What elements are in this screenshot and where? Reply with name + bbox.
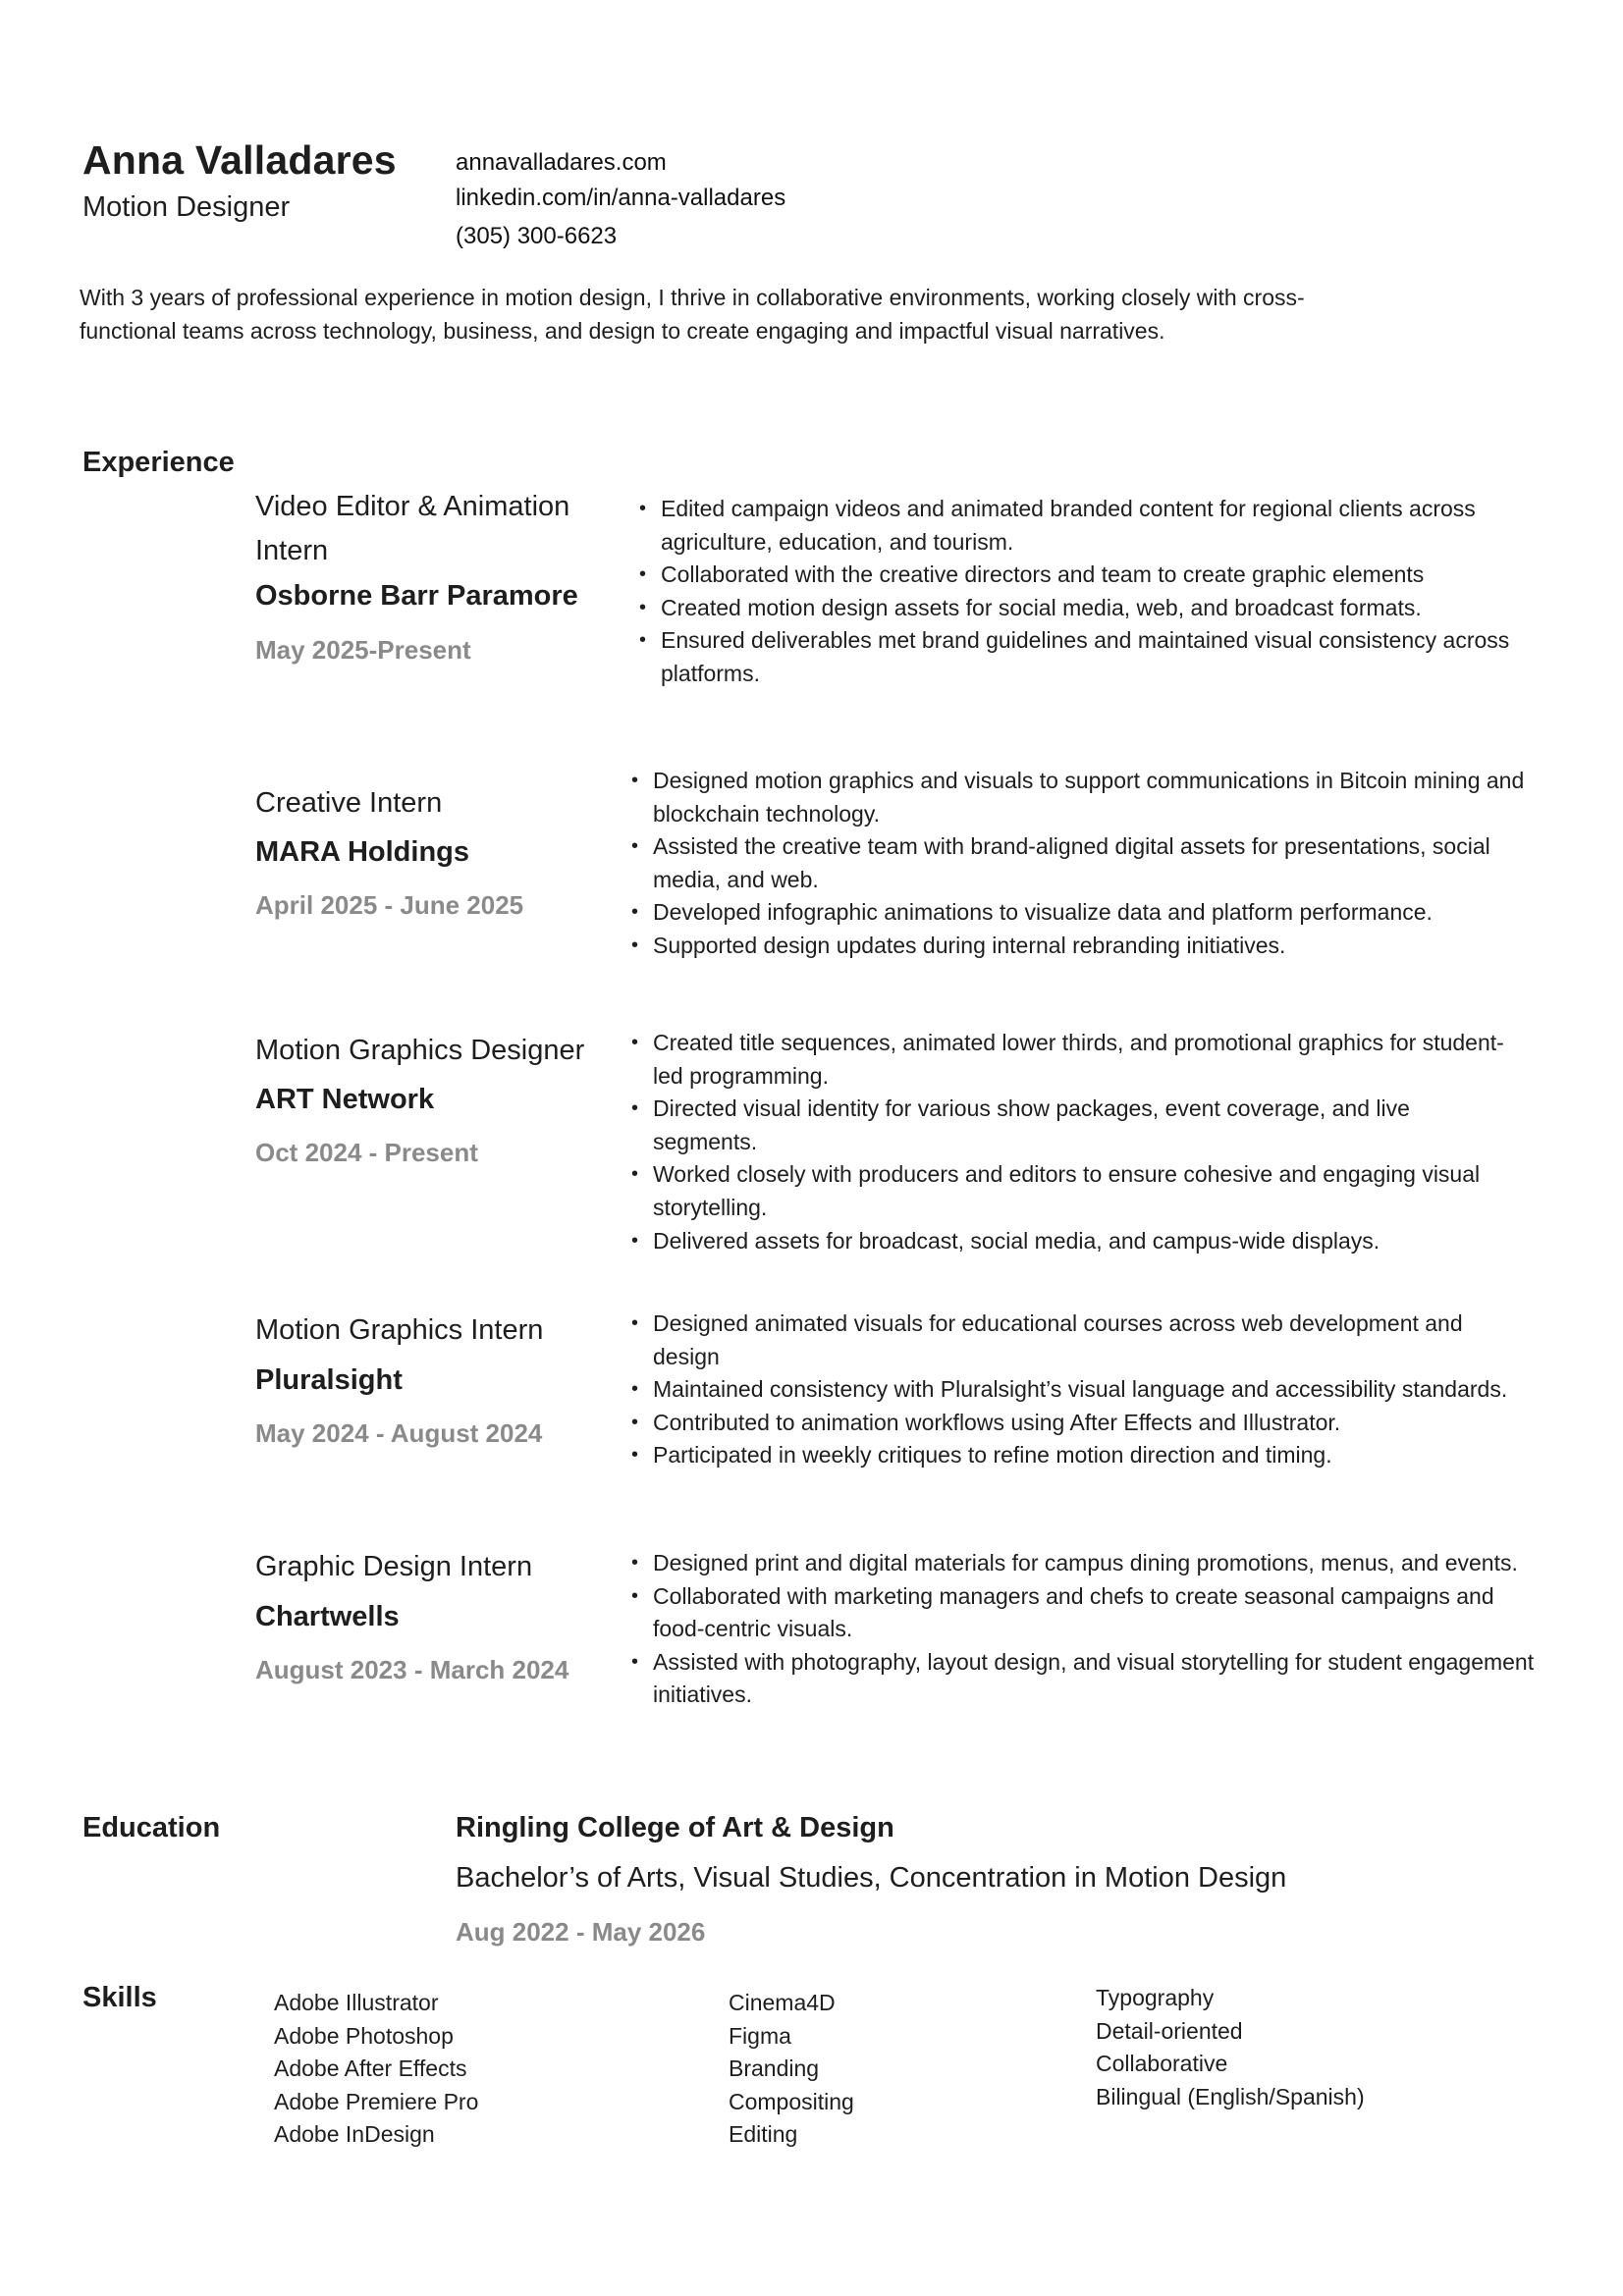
- job-bullet: • Supported design updates during internal rebranding initiatives.: [631, 930, 1544, 963]
- job-bullet: • Created title sequences, animated lower thirds, and promotional graphics for student-led programming.: [631, 1027, 1515, 1093]
- skill-item: Detail-oriented: [1096, 2017, 1243, 2044]
- candidate-name: Anna Valladares: [82, 137, 397, 183]
- linkedin-link-text[interactable]: linkedin.com/in/anna-valladares: [456, 185, 786, 211]
- education-degree: Bachelor’s of Arts, Visual Studies, Concentration in Motion Design: [456, 1862, 1287, 1894]
- job-bullet: • Collaborated with the creative directors and team to create graphic elements: [639, 559, 1542, 592]
- job-bullet: • Assisted with photography, layout design, and visual storytelling for student engagement initiatives.: [631, 1646, 1540, 1712]
- experience-heading: Experience: [82, 447, 235, 478]
- job-company: Chartwells: [255, 1601, 400, 1632]
- job-role: Motion Graphics Designer: [255, 1035, 585, 1066]
- skill-item: Cinema4D: [729, 1990, 836, 2015]
- job-bullet: • Worked closely with producers and editors to ensure cohesive and engaging visual storytelling.: [631, 1158, 1515, 1224]
- job-bullet: • Designed animated visuals for educational courses across web development and design: [631, 1308, 1520, 1373]
- skill-item: Compositing: [729, 2088, 854, 2114]
- skill-item: Adobe InDesign: [274, 2121, 435, 2148]
- job-company: Osborne Barr Paramore: [255, 580, 578, 612]
- job-bullet: • Designed print and digital materials for campus dining promotions, menus, and events.: [631, 1547, 1540, 1580]
- job-dates: Oct 2024 - Present: [255, 1138, 478, 1167]
- job-role: Graphic Design Intern: [255, 1551, 533, 1582]
- website-link-text[interactable]: annavalladares.com: [456, 149, 667, 176]
- skill-item: Adobe Premiere Pro: [274, 2088, 479, 2114]
- education-heading: Education: [82, 1812, 221, 1843]
- website-link[interactable]: [456, 149, 667, 177]
- job-bullet: • Delivered assets for broadcast, social media, and campus-wide displays.: [631, 1225, 1515, 1258]
- job-company: MARA Holdings: [255, 836, 470, 868]
- skills-heading: Skills: [82, 1982, 157, 2013]
- job-dates: May 2025-Present: [255, 635, 471, 665]
- phone-number: (305) 300-6623: [456, 223, 618, 249]
- job-bullets: [631, 1027, 1515, 1257]
- linkedin-link[interactable]: [456, 185, 785, 212]
- skill-item: Branding: [729, 2056, 820, 2082]
- job-role: Creative Intern: [255, 787, 443, 819]
- job-bullet: • Participated in weekly critiques to refine motion direction and timing.: [631, 1439, 1520, 1472]
- job-bullet: • Developed infographic animations to visualize data and platform performance.: [631, 896, 1544, 930]
- job-bullet: • Assisted the creative team with brand-aligned digital assets for presentations, social media, and web.: [631, 830, 1544, 896]
- education-school: Ringling College of Art & Design: [456, 1812, 894, 1843]
- job-dates: August 2023 - March 2024: [255, 1655, 569, 1684]
- job-bullet: • Created motion design assets for social media, web, and broadcast formats.: [639, 592, 1542, 625]
- job-bullets: [639, 493, 1542, 691]
- job-role: Motion Graphics Intern: [255, 1314, 544, 1346]
- education-dates: Aug 2022 - May 2026: [456, 1917, 706, 1947]
- skills-column: [1096, 1982, 1365, 2113]
- skill-item: Figma: [729, 2022, 791, 2049]
- job-dates: May 2024 - August 2024: [255, 1418, 543, 1448]
- skills-column: [274, 1987, 478, 2152]
- job-bullet: • Contributed to animation workflows using After Effects and Illustrator.: [631, 1407, 1520, 1440]
- job-company: ART Network: [255, 1084, 435, 1115]
- job-bullet: • Designed motion graphics and visuals to support communications in Bitcoin mining and blockchain technology.: [631, 765, 1544, 830]
- job-role: Video Editor & Animation Intern: [255, 491, 570, 566]
- job-company: Pluralsight: [255, 1364, 403, 1396]
- skill-item: Collaborative: [1096, 2051, 1228, 2077]
- job-bullet: • Directed visual identity for various show packages, event coverage, and live segments.: [631, 1093, 1515, 1158]
- skill-item: Adobe Illustrator: [274, 1990, 439, 2015]
- job-title: Motion Designer: [82, 191, 291, 223]
- job-bullets: [631, 1308, 1520, 1472]
- profile-summary: With 3 years of professional experience in motion design, I thrive in collaborative environments, working closely with cross-functional teams across technology, business, and design to create engaging and impactful visual narratives.: [80, 285, 1305, 344]
- job-bullets: [631, 1547, 1540, 1712]
- skill-item: Adobe After Effects: [274, 2056, 467, 2082]
- skill-item: Typography: [1096, 1985, 1215, 2010]
- skill-item: Bilingual (English/Spanish): [1096, 2083, 1365, 2109]
- job-dates: April 2025 - June 2025: [255, 890, 524, 920]
- skills-column: [729, 1987, 854, 2152]
- job-bullet: • Maintained consistency with Pluralsight’s visual language and accessibility standards.: [631, 1373, 1520, 1407]
- job-bullets: [631, 765, 1544, 963]
- job-bullet: • Edited campaign videos and animated branded content for regional clients across agriculture, education, and tourism.: [639, 493, 1542, 559]
- job-bullet: • Collaborated with marketing managers and chefs to create seasonal campaigns and food-centric visuals.: [631, 1580, 1540, 1646]
- job-bullet: • Ensured deliverables met brand guidelines and maintained visual consistency across platforms.: [639, 624, 1542, 690]
- skill-item: Adobe Photoshop: [274, 2022, 454, 2049]
- skill-item: Editing: [729, 2121, 798, 2148]
